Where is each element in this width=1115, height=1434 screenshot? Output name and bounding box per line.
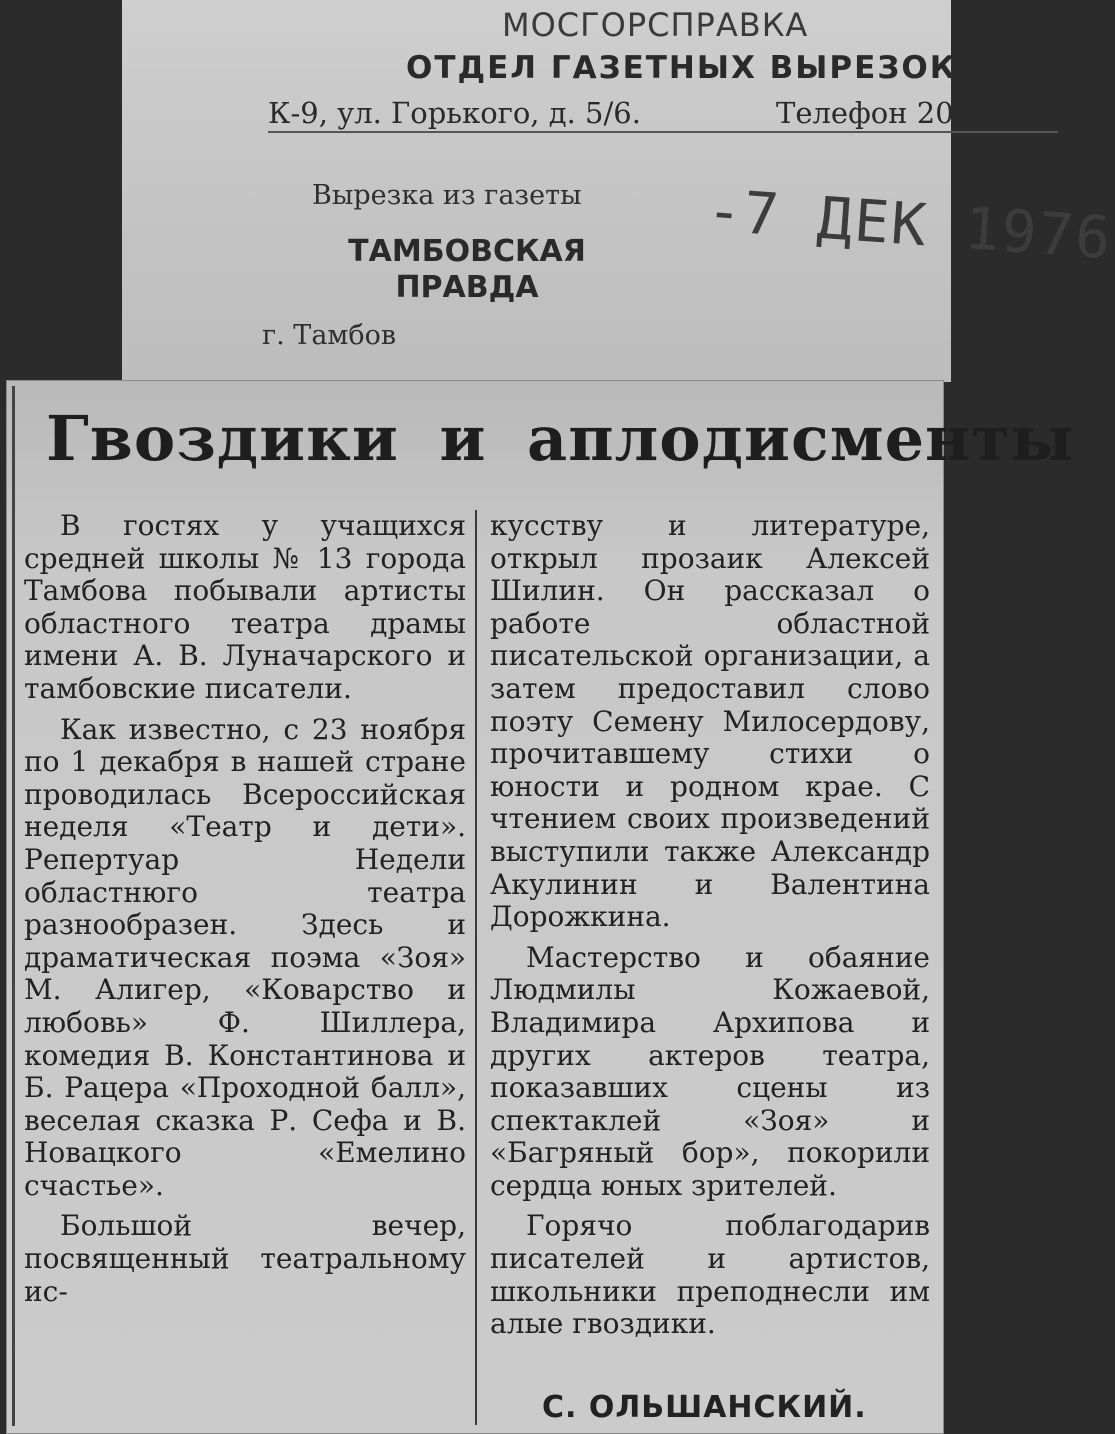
agency-address: К-9, ул. Горького, д. 5/6. [268,96,641,130]
article-paragraph: Как известно, с 23 ноября по 1 декабря в нашей стране проводилась Всероссийская неделя «Театр и дети». Репертуар Недели областнюго театра разнообразен. Здесь и драматическая поэма «Зоя» М. Алигер, «Коварство и любовь» Ф. Шиллера, комедия В. Константинова и Б. Рацера «Проходной балл», веселая сказка Р. Сефа и В. Новацкого «Емелино счастье». [24,712,466,1202]
article-author: С. ОЛЬШАНСКИЙ. [542,1390,867,1425]
agency-name: МОСГОРСПРАВКА [502,6,809,44]
newspaper-clipping [6,380,1074,1434]
article-right-column [490,510,930,1349]
article-headline: Гвоздики и аплодисменты [46,402,1074,475]
newspaper-name-line2: ПРАВДА [395,270,539,305]
article-paragraph: Мастерство и обаяние Людмилы Кожаевой, Владимира Архипова и других актеров театра, показавших сцены из спектаклей «Зоя» и «Багряный бор», покорили сердца юных зрителей. [490,940,930,1202]
article-left-column [24,510,466,1316]
column-divider [475,510,477,1425]
article-paragraph: В гостях у учащихся средней школы № 13 города Тамбова побывали артисты областного театра драмы имени А. В. Луначарского и тамбовские писатели. [24,509,466,705]
clipping-label: Вырезка из газеты [312,180,582,211]
department-name: ОТДЕЛ ГАЗЕТНЫХ ВЫРЕЗОК [406,50,958,86]
article-paragraph: Горячо поблагодарив писателей и артистов, школьники преподнесли им алые гвоздики. [490,1209,930,1341]
stamp-divider [268,131,1058,133]
clipping-service-stamp [122,0,1115,382]
newspaper-name [342,234,592,306]
newspaper-name-line1: ТАМБОВСКАЯ [348,234,586,269]
clipping-edge-rule [12,386,15,1426]
date-stamp: -7 ДЕК 1976 [704,176,1115,273]
agency-phone: Телефон 203-81-63 [776,96,1066,130]
article-paragraph: Большой вечер, посвященный театральному ис- [24,1209,466,1308]
newspaper-city: г. Тамбов [262,320,397,351]
article-paragraph-continuation: кусству и литературе, открыл прозаик Алексей Шилин. Он рассказал о работе областной писательской организации, а затем предоставил слово поэту Семену Милосердову, прочитавшему стихи о юности и родном крае. С чтением своих произведений выступили также Александр Акулинин и Валентина Дорожкина. [490,509,930,934]
